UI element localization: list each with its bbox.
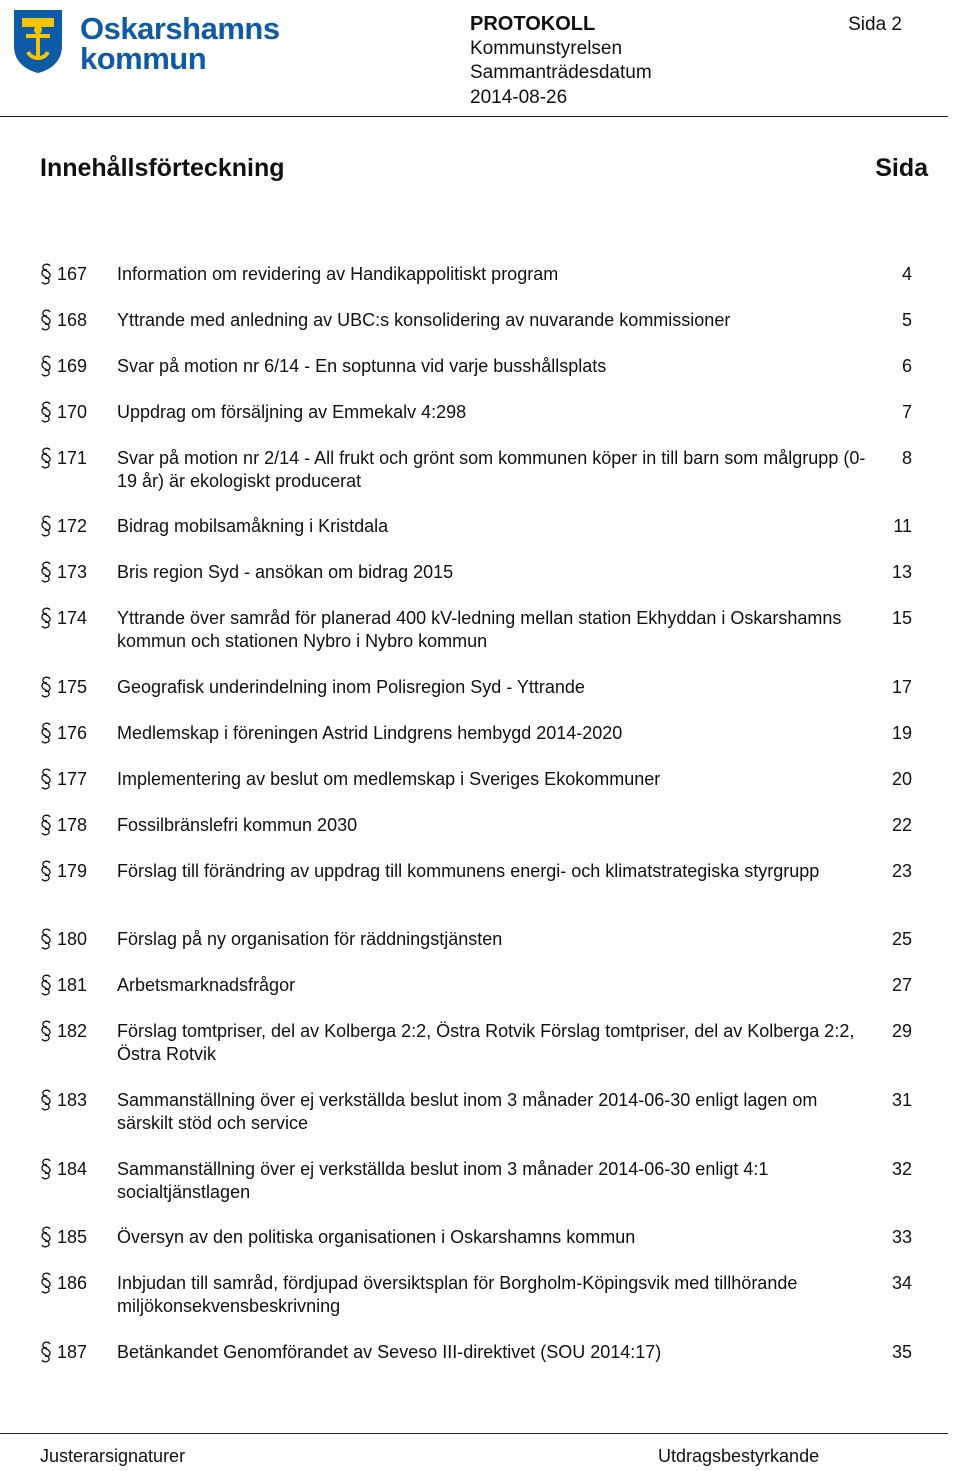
toc-entry-title: Arbetsmarknadsfrågor [117,975,296,995]
toc-entry-number: 178 [57,815,88,835]
meeting-date: 2014-08-26 [470,86,568,108]
footer-signatures-label: Justerarsignaturer [40,1446,186,1466]
toc-entry-title: Inbjudan till samråd, fördjupad översiktsplan för Borgholm-Köpingsvik med tillhörande miljökonsekvensbeskrivning [117,1273,798,1316]
toc-entry-page: 11 [893,516,912,536]
toc-entry-number: 181 [57,975,88,995]
toc-entry-number: 186 [57,1273,88,1293]
toc-entry-page: 35 [891,1342,912,1362]
toc-entry-number: 167 [57,264,88,284]
toc-entry-page: 32 [891,1159,912,1179]
toc-entry-number: 179 [57,861,88,881]
toc-entry-page: 15 [891,608,912,628]
municipality-logo [12,6,280,76]
toc-entry-number: 173 [57,562,88,582]
toc-entry-title: Geografisk underindelning inom Polisregion Syd - Yttrande [117,677,585,697]
section-sign-icon [40,1020,52,1042]
toc-entry-title: Sammanställning över ej verkställda beslut inom 3 månader 2014-06-30 enligt 4:1 socialtjänstlagen [117,1159,769,1202]
logo-line-1: Oskarshamns [80,11,280,46]
toc-entry-title: Yttrande med anledning av UBC:s konsolidering av nuvarande kommissioner [117,310,731,330]
toc-entry-page: 27 [891,975,912,995]
toc-entry-title: Information om revidering av Handikappolitiskt program [117,264,559,284]
toc-entry-title: Betänkandet Genomförandet av Seveso III-direktivet (SOU 2014:17) [117,1342,662,1362]
section-sign-icon [40,974,52,996]
section-sign-icon [40,1272,52,1294]
toc-entry-page: 4 [901,264,912,284]
section-sign-icon [40,768,52,790]
toc-heading: Innehållsförteckning [40,154,285,182]
toc-entry-title: Medlemskap i föreningen Astrid Lindgrens hembygd 2014-2020 [117,723,623,743]
header-divider [0,116,948,117]
section-sign-icon [40,447,52,469]
toc-entry-number: 174 [57,608,88,628]
toc-entry-title: Uppdrag om försäljning av Emmekalv 4:298 [117,402,467,422]
toc-entry-number: 175 [57,677,88,697]
toc-entry-page: 13 [891,562,912,582]
toc-entry-page: 5 [901,310,912,330]
section-sign-icon [40,860,52,882]
logo-line-2: kommun [80,41,207,76]
toc-entry-number: 180 [57,929,88,949]
toc-entry-number: 172 [57,516,88,536]
toc-entry-number: 185 [57,1227,88,1247]
footer-certification-label: Utdragsbestyrkande [658,1446,820,1466]
toc-entry-number: 182 [57,1021,88,1041]
toc-entry-number: 171 [57,448,88,468]
toc-entry-page: 31 [891,1090,912,1110]
toc-entry-page: 23 [891,861,912,881]
toc-entry-number: 183 [57,1090,88,1110]
section-sign-icon [40,515,52,537]
toc-entry-page: 33 [891,1227,912,1247]
section-sign-icon [40,928,52,950]
toc-entry-page: 34 [891,1273,912,1293]
section-sign-icon [40,355,52,377]
footer-divider [0,1433,948,1434]
section-sign-icon [40,1341,52,1363]
toc-entry-page: 7 [901,402,912,422]
toc-entry-number: 177 [57,769,88,789]
toc-entry-title: Implementering av beslut om medlemskap i Sveriges Ekokommuner [117,769,661,789]
date-label: Sammanträdesdatum [470,62,652,83]
toc-entry-number: 168 [57,310,88,330]
toc-entry-title: Sammanställning över ej verkställda beslut inom 3 månader 2014-06-30 enligt lagen om särskilt stöd och service [117,1090,818,1133]
toc-entry-page: 8 [901,448,912,468]
page-number: Sida 2 [848,14,902,35]
section-sign-icon [40,263,52,285]
coat-of-arms-icon [12,8,64,74]
section-sign-icon [40,607,52,629]
toc-entry-page: 20 [891,769,912,789]
toc-entry-number: 184 [57,1159,88,1179]
section-sign-icon [40,722,52,744]
section-sign-icon [40,401,52,423]
toc-entry-number: 176 [57,723,88,743]
section-sign-icon [40,814,52,836]
protocol-block [470,12,652,110]
toc-entry-page: 29 [891,1021,912,1041]
toc-entry-number: 169 [57,356,88,376]
section-sign-icon [40,561,52,583]
committee-name: Kommunstyrelsen [470,37,623,59]
toc-entry-title: Översyn av den politiska organisationen i Oskarshamns kommun [117,1227,636,1247]
toc-entry-number: 170 [57,402,88,422]
toc-entry-number: 187 [57,1342,88,1362]
toc-entry-title: Bidrag mobilsamåkning i Kristdala [117,516,389,536]
section-sign-icon [40,676,52,698]
toc-entry-page: 22 [891,815,912,835]
document-header [0,0,960,118]
toc-entry-page: 6 [901,356,912,376]
toc-entry-title: Fossilbränslefri kommun 2030 [117,815,358,835]
section-sign-icon [40,1158,52,1180]
toc-entry-title: Förslag tomtpriser, del av Kolberga 2:2, Östra Rotvik Förslag tomtpriser, del av Kolberga 2:2, Östra Rotvik [117,1021,855,1064]
section-sign-icon [40,309,52,331]
toc-entry-title: Bris region Syd - ansökan om bidrag 2015 [117,562,454,582]
toc-entry-title: Svar på motion nr 6/14 - En soptunna vid varje busshållsplats [117,356,607,376]
toc-entry-page: 25 [891,929,912,949]
toc-entry-page: 19 [891,723,912,743]
protocol-title: PROTOKOLL [470,13,596,35]
toc-entry-title: Yttrande över samråd för planerad 400 kV-ledning mellan station Ekhyddan i Oskarshamns kommun och stationen Nybro i Nybro kommun [117,608,842,651]
section-sign-icon [40,1089,52,1111]
toc-entry-page: 17 [891,677,912,697]
toc-entry-title: Förslag på ny organisation för räddningstjänsten [117,929,503,949]
toc-entry-title: Svar på motion nr 2/14 - All frukt och grönt som kommunen köper in till barn som målgrupp (0-19 år) är ekologiskt producerat [117,448,866,491]
toc-entry-title: Förslag till förändring av uppdrag till kommunens energi- och klimatstrategiska styrgrupp [117,861,820,881]
section-sign-icon [40,1226,52,1248]
toc-page-heading: Sida [875,154,928,182]
